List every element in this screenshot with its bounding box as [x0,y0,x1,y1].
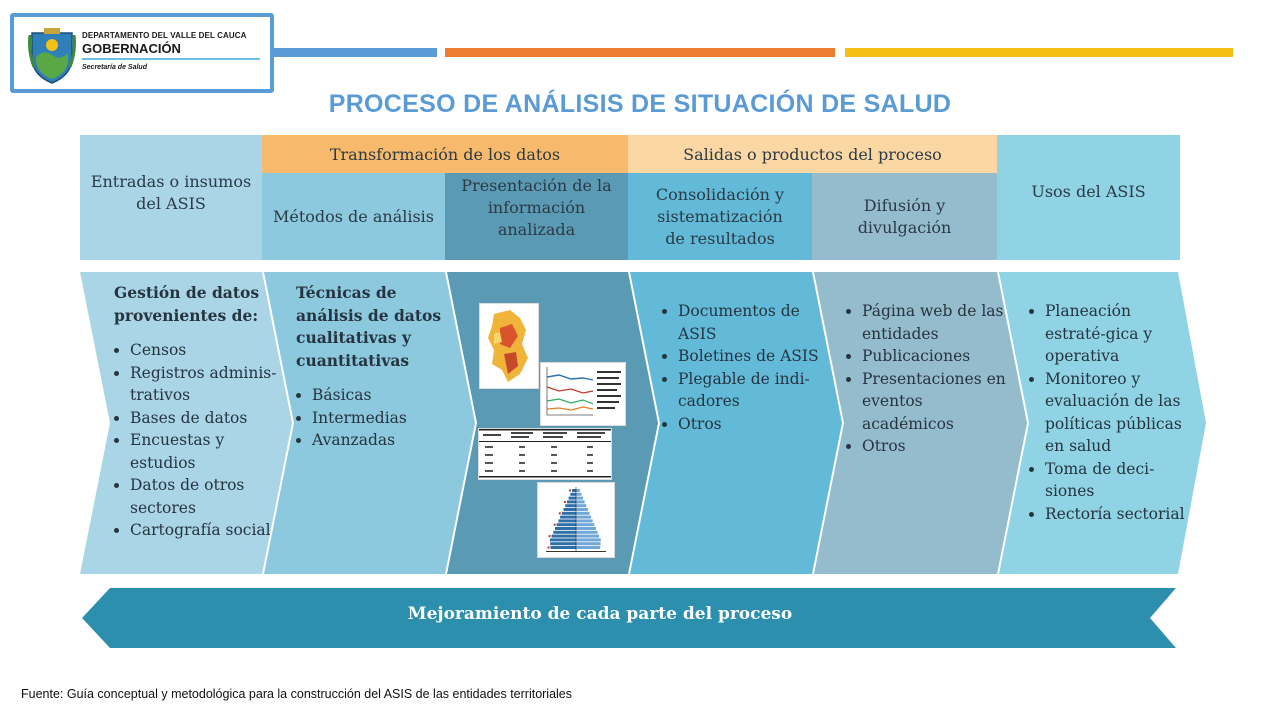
difusion-list [846,300,1008,458]
pyramid-bar [576,538,601,541]
list-item: • Página web de las entidades [862,300,1008,345]
pyramid-bar [551,546,577,549]
entradas-list [114,339,284,542]
list-item: • Intermedias [312,407,454,430]
line-chart-thumbnail [540,362,626,426]
header-usos: Usos del ASIS [997,135,1180,260]
column-difusion-text [846,300,1008,458]
list-item: • Censos [130,339,284,362]
header-difusion: Difusión y divulgación [812,173,997,260]
list-item: • Rectoría sectorial [1045,503,1187,526]
list-item: • Monitoreo y evaluación de las políticas públicas en salud [1045,368,1187,458]
band-transformacion: Transformación de los datos [262,135,628,173]
header-metodos: Métodos de análisis [262,173,445,260]
metodos-lead: Técnicas de análisis de datos cualitativas y cuantitativas [296,283,442,370]
pyramid-bar [558,519,576,522]
pyramid-bar [560,516,576,519]
pyramid-bar [569,497,576,500]
pyramid-bar [576,497,583,500]
column-metodos-text [296,282,454,452]
header-entradas: Entradas o insumos del ASIS [80,135,262,260]
pyramid-marker [569,490,571,492]
pyramid-bar [555,527,576,530]
entradas-lead: Gestión de datos provenientes de: [114,283,260,325]
column-consolidacion-text [662,300,822,435]
pyramid-bar [567,500,576,503]
colombia-map-thumbnail [479,303,539,389]
pyramid-bars [548,489,601,549]
data-table-thumbnail [478,428,612,480]
pyramid-bar [576,523,594,526]
pyramid-bar [553,531,576,534]
logo-secretaria: Secretaría de Salud [82,64,147,71]
pyramid-bar [576,504,586,507]
pyramid-marker [559,512,561,514]
page-title: PROCESO DE ANÁLISIS DE SITUACIÓN DE SALUD [328,90,952,118]
pyramid-bar [576,493,581,496]
pyramid-bar [576,519,593,522]
pyramid-bar [564,508,577,511]
metodos-list [296,384,454,452]
list-item: • Toma de deci-siones [1045,458,1187,503]
pyramid-bar [576,527,596,530]
list-item: • Otros [678,413,822,436]
bottom-arrow-label: Mejoramiento de cada parte del proceso [407,604,793,624]
list-item: • Bases de datos [130,407,284,430]
pyramid-bar [576,516,591,519]
list-item: • Registros adminis-trativos [130,362,284,407]
band-salidas: Salidas o productos del proceso [628,135,997,173]
pyramid-marker [548,547,550,549]
list-item: • Documentos de ASIS [678,300,822,345]
list-item: • Boletines de ASIS [678,345,822,368]
list-item: • Cartografía social [130,519,284,542]
pyramid-bar [576,546,600,549]
population-pyramid-thumbnail [537,482,615,558]
pyramid-bar [562,512,576,515]
source-footnote: Fuente: Guía conceptual y metodológica para la construcción del ASIS de las entidades territoriales [21,687,573,701]
list-item: • Planeación estraté-gica y operativa [1045,300,1187,368]
list-item: • Publicaciones [862,345,1008,368]
pyramid-bar [576,500,585,503]
pyramid-marker [549,535,551,537]
pyramid-bar [576,512,589,515]
pyramid-bar [557,523,576,526]
header-consolidacion: Consolidación y sistematización de resultados [628,173,812,260]
pyramid-bar [552,535,576,538]
pyramid-bar [576,542,601,545]
list-item: • Básicas [312,384,454,407]
usos-list [1029,300,1187,525]
pyramid-bar [572,489,576,492]
pyramid-bar [576,535,599,538]
list-item: • Encuestas y estudios [130,429,284,474]
pyramid-bar [565,504,576,507]
list-item: • Datos de otros sectores [130,474,284,519]
list-item: • Plegable de indi-cadores [678,368,822,413]
pyramid-bar [576,508,588,511]
pyramid-marker [554,524,556,526]
list-item: • Presentaciones en eventos académicos [862,368,1008,436]
list-item: • Avanzadas [312,429,454,452]
header-presentacion: Presentación de la información analizada [445,173,628,260]
pyramid-bar [570,493,576,496]
pyramid-marker [564,501,566,503]
logo-gobernacion: GOBERNACIÓN [82,41,181,56]
pyramid-bar [550,538,576,541]
pyramid-bar [576,531,598,534]
pyramid-bar [576,489,580,492]
list-item: • Otros [862,435,1008,458]
consolidacion-list [662,300,822,435]
column-entradas-text [114,282,284,542]
logo-department: DEPARTAMENTO DEL VALLE DEL CAUCA [82,31,247,40]
column-usos-text [1029,300,1187,525]
pyramid-bar [550,542,576,545]
